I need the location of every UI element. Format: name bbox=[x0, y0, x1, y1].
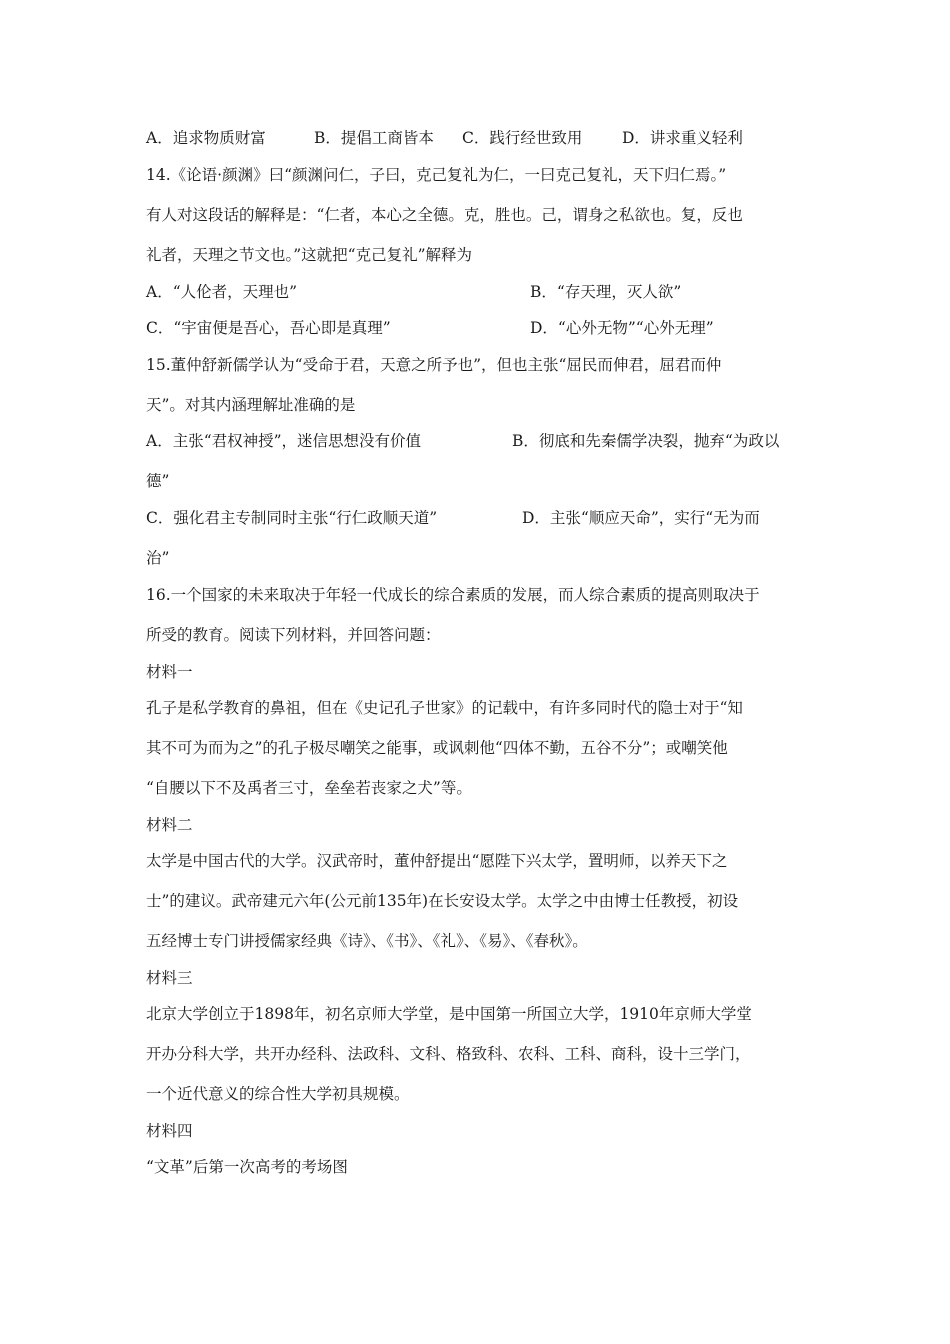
q15-option-a: A．主张“君权神授”，迷信思想没有价值 bbox=[146, 432, 422, 450]
q15-option-d: D．主张“顺应天命”，实行“无为而 bbox=[522, 509, 760, 527]
material-1-line-3: “自腰以下不及禹者三寸，垒垒若丧家之犬”等。 bbox=[146, 779, 472, 797]
material-1-line-1: 孔子是私学教育的鼻祖，但在《史记孔子世家》的记载中，有许多同时代的隐士对于“知 bbox=[146, 699, 743, 717]
q15-option-c: C．强化君主专制同时主张“行仁政顺天道” bbox=[146, 509, 438, 527]
q14-stem-line-1: 14.《论语·颜渊》曰“颜渊问仁，子曰，克己复礼为仁，一曰克己复礼，天下归仁焉。” bbox=[146, 166, 727, 184]
q16-stem-line-1: 16.一个国家的未来取决于年轻一代成长的综合素质的发展，而人综合素质的提高则取决于 bbox=[146, 586, 760, 604]
q14-option-b: B．“存天理，灭人欲” bbox=[530, 283, 682, 301]
material-2-line-1: 太学是中国古代的大学。汉武帝时，董仲舒提出“愿陛下兴太学，置明师，以养天下之 bbox=[146, 852, 728, 870]
material-3-line-2: 开办分科大学，共开办经科、法政科、文科、格致科、农科、工科、商科，设十三学门， bbox=[146, 1045, 751, 1063]
material-2-heading: 材料二 bbox=[146, 816, 193, 834]
q14-option-d: D．“心外无物”“心外无理” bbox=[530, 319, 714, 337]
q14-stem-line-2: 有人对这段话的解释是：“仁者，本心之全德。克，胜也。己，谓身之私欲也。复，反也 bbox=[146, 206, 743, 224]
material-2-line-3: 五经博士专门讲授儒家经典《诗》、《书》、《礼》、《易》、《春秋》。 bbox=[146, 932, 588, 950]
q13-option-c: C．践行经世致用 bbox=[462, 129, 583, 147]
material-1-line-2: 其不可为而为之”的孔子极尽嘲笑之能事，或讽刺他“四体不勤，五谷不分”；或嘲笑他 bbox=[146, 739, 728, 757]
q15-option-b: B．彻底和先秦儒学决裂，抛弃“为政以 bbox=[512, 432, 780, 450]
q15-stem-line-1: 15.董仲舒新儒学认为“受命于君，天意之所予也”，但也主张“屈民而伸君，屈君而仲 bbox=[146, 356, 722, 374]
q16-stem-line-2: 所受的教育。阅读下列材料，并回答问题： bbox=[146, 626, 441, 644]
q15-option-b-continued: 德” bbox=[146, 472, 170, 490]
q14-stem-line-3: 礼者，天理之节文也。”这就把“克己复礼”解释为 bbox=[146, 246, 473, 264]
material-3-line-3: 一个近代意义的综合性大学初具规模。 bbox=[146, 1085, 410, 1103]
material-3-line-1: 北京大学创立于1898年，初名京师大学堂，是中国第一所国立大学，1910年京师大学堂 bbox=[146, 1005, 752, 1023]
material-1-heading: 材料一 bbox=[146, 663, 193, 681]
material-3-heading: 材料三 bbox=[146, 969, 193, 987]
q13-option-a: A．追求物质财富 bbox=[146, 129, 266, 147]
q14-option-c: C．“宇宙便是吾心，吾心即是真理” bbox=[146, 319, 391, 337]
q14-option-a: A．“人伦者，天理也” bbox=[146, 283, 298, 301]
q15-option-d-continued: 治” bbox=[146, 549, 170, 567]
material-4-caption: “文革”后第一次高考的考场图 bbox=[146, 1158, 348, 1176]
material-2-line-2: 士”的建议。武帝建元六年(公元前135年)在长安设太学。太学之中由博士任教授，初设 bbox=[146, 892, 739, 910]
material-4-heading: 材料四 bbox=[146, 1122, 193, 1140]
q15-stem-line-2: 天”。对其内涵理解址准确的是 bbox=[146, 396, 356, 414]
q13-option-d: D．讲求重义轻利 bbox=[622, 129, 743, 147]
q13-option-b: B．提倡工商皆本 bbox=[314, 129, 434, 147]
